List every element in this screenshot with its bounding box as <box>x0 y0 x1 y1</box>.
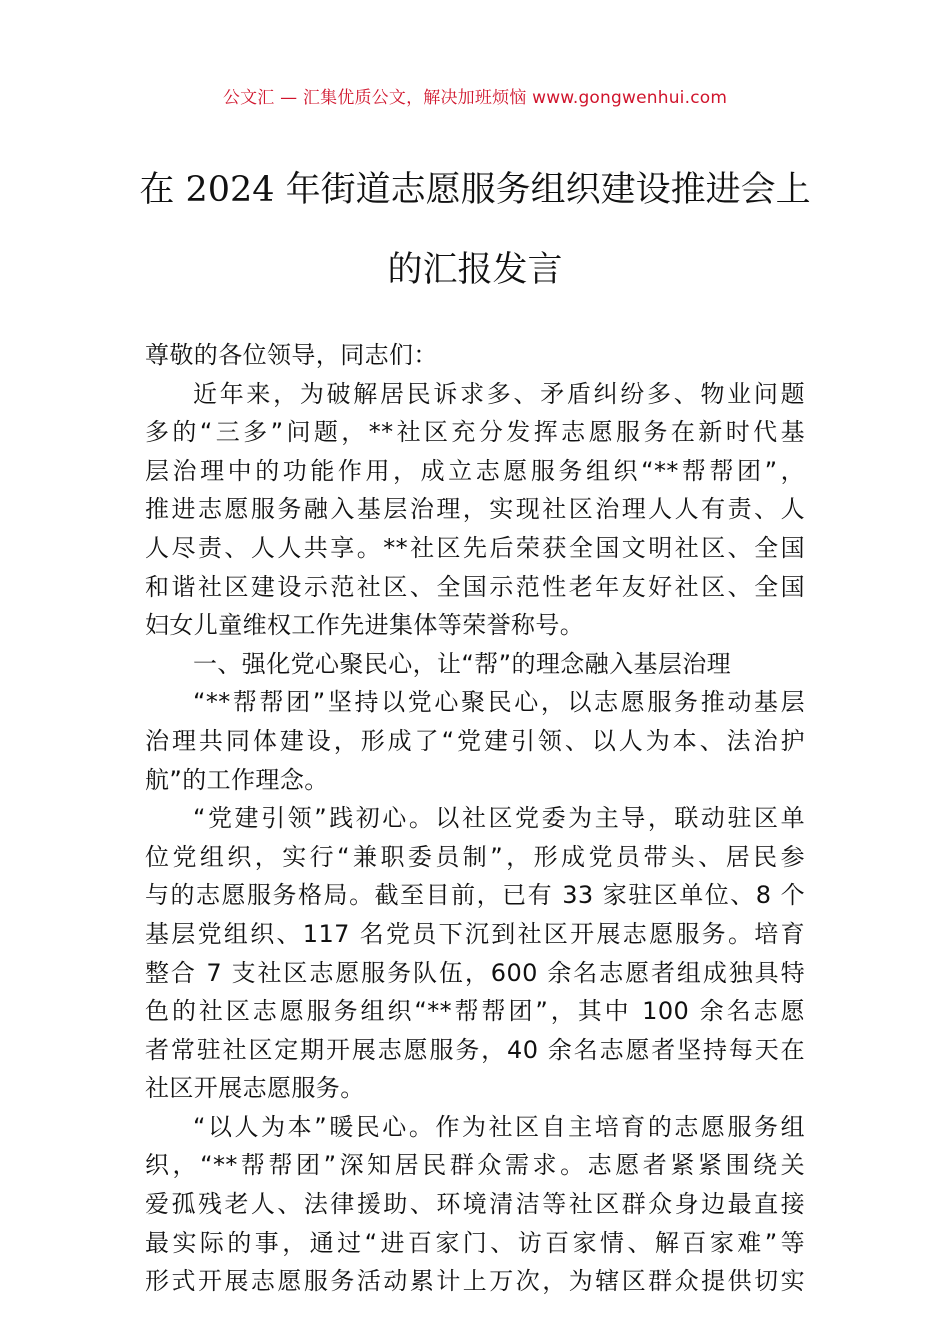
section-heading: 一、强化党心聚民心，让“帮”的理念融入基层治理 <box>193 649 732 678</box>
title-line-1: 在 2024 年街道志愿服务组织建设推进会上 <box>139 170 811 210</box>
body-line: 近年来，为破解居民诉求多、矛盾纠纷多、物业问题 <box>193 379 805 408</box>
body-line: 形式开展志愿服务活动累计上万次，为辖区群众提供切实 <box>145 1267 805 1296</box>
body-line: 色的社区志愿服务组织“**帮帮团”，其中 100 余名志愿 <box>145 997 805 1026</box>
body-line: 整合 7 支社区志愿服务队伍，600 余名志愿者组成独具特 <box>145 958 805 987</box>
body-line: 和谐社区建设示范社区、全国示范性老年友好社区、全国 <box>145 572 805 601</box>
body-line: 妇女儿童维权工作先进集体等荣誉称号。 <box>145 611 585 640</box>
body-line: 航”的工作理念。 <box>145 765 329 794</box>
header-banner: 公文汇 — 汇集优质公文，解决加班烦恼 www.gongwenhui.com <box>222 88 728 108</box>
body-line: 社区开展志愿服务。 <box>145 1074 365 1103</box>
document-body <box>145 336 805 1301</box>
body-line: 推进志愿服务融入基层治理，实现社区治理人人有责、人 <box>145 495 805 524</box>
body-line: 爱孤残老人、法律援助、环境清洁等社区群众身边最直接 <box>145 1190 805 1219</box>
salutation: 尊敬的各位领导，同志们： <box>145 341 438 369</box>
body-line: 基层党组织、117 名党员下沉到社区开展志愿服务。培育 <box>145 919 805 948</box>
document-title <box>120 150 830 310</box>
body-line: 与的志愿服务格局。截至目前，已有 33 家驻区单位、8 个 <box>145 881 805 910</box>
body-line: 层治理中的功能作用，成立志愿服务组织“**帮帮团”， <box>145 456 805 485</box>
body-line: “党建引领”践初心。以社区党委为主导，联动驻区单 <box>193 804 805 833</box>
body-line: “**帮帮团”坚持以党心聚民心，以志愿服务推动基层 <box>193 688 805 717</box>
body-line: 治理共同体建设，形成了“党建引领、以人为本、法治护 <box>145 726 805 755</box>
title-line-2: 的汇报发言 <box>387 250 563 290</box>
body-line: 者常驻社区定期开展志愿服务，40 余名志愿者坚持每天在 <box>145 1035 805 1064</box>
body-line: 人尽责、人人共享。**社区先后荣获全国文明社区、全国 <box>145 533 805 562</box>
body-line: 多的“三多”问题，**社区充分发挥志愿服务在新时代基 <box>145 418 805 447</box>
body-line: 织，“**帮帮团”深知居民群众需求。志愿者紧紧围绕关 <box>145 1151 805 1180</box>
body-line: 位党组织，实行“兼职委员制”，形成党员带头、居民参 <box>145 842 805 871</box>
body-line: 最实际的事，通过“进百家门、访百家情、解百家难”等 <box>145 1228 805 1257</box>
body-line: “以人为本”暖民心。作为社区自主培育的志愿服务组 <box>193 1112 805 1141</box>
